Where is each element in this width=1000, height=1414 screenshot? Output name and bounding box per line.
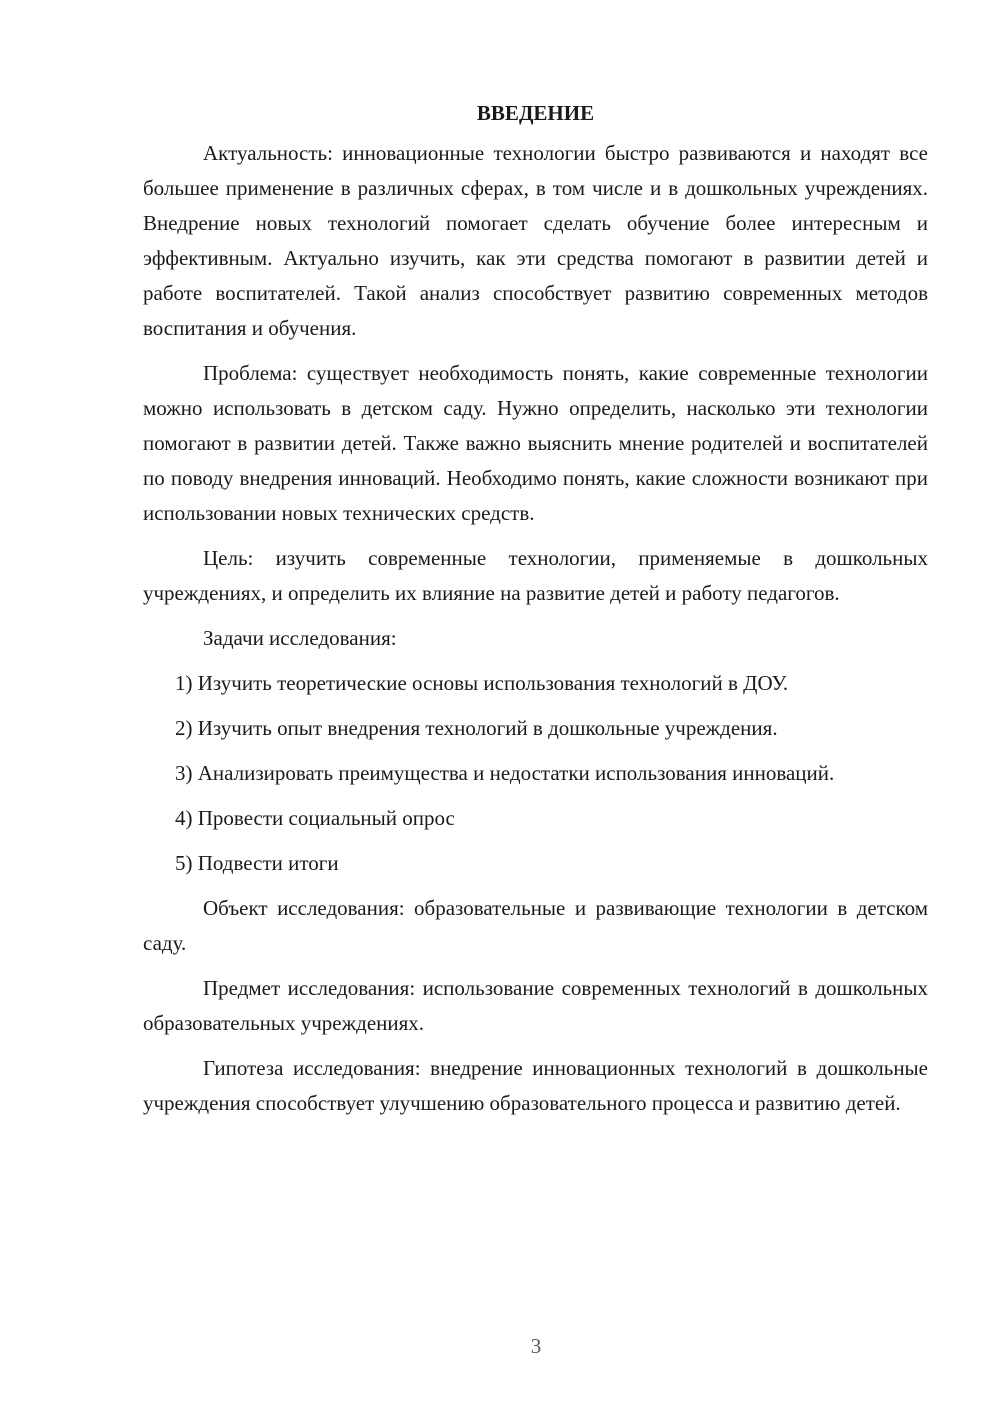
task-item: 5) Подвести итоги <box>175 851 339 875</box>
tasks-title: Задачи исследования: <box>203 626 397 650</box>
problem-paragraph: Проблема: существует необходимость понять, какие современные технологии можно использовать в детском саду. Нужно определить, насколько эти технологии помогают в развитии детей. Также важно выяснить мнение родителей и воспитателей по поводу внедрения инноваций. Необходимо понять, какие сложности возникают при использовании новых технических средств. <box>143 361 928 525</box>
section-heading: ВВЕДЕНИЕ <box>476 101 595 125</box>
object-paragraph: Объект исследования: образовательные и развивающие технологии в детском саду. <box>143 896 928 955</box>
task-item: 4) Провести социальный опрос <box>175 806 455 830</box>
task-item: 2) Изучить опыт внедрения технологий в дошкольные учреждения. <box>175 716 778 740</box>
document-page <box>143 96 928 1121</box>
page-number: 3 <box>530 1334 542 1358</box>
subject-paragraph: Предмет исследования: использование современных технологий в дошкольных образовательных учреждениях. <box>143 976 928 1035</box>
hypothesis-paragraph: Гипотеза исследования: внедрение инновационных технологий в дошкольные учреждения способствует улучшению образовательного процесса и развитию детей. <box>143 1056 928 1115</box>
goal-paragraph: Цель: изучить современные технологии, применяемые в дошкольных учреждениях, и определить их влияние на развитие детей и работу педагогов. <box>143 546 928 605</box>
relevance-paragraph: Актуальность: инновационные технологии быстро развиваются и находят все большее применение в различных сферах, в том числе и в дошкольных учреждениях. Внедрение новых технологий помогает сделать обучение более интересным и эффективным. Актуально изучить, как эти средства помогают в развитии детей и работе воспитателей. Такой анализ способствует развитию современных методов воспитания и обучения. <box>143 141 928 340</box>
task-item: 3) Анализировать преимущества и недостатки использования инноваций. <box>175 761 835 785</box>
task-item: 1) Изучить теоретические основы использования технологий в ДОУ. <box>175 671 789 695</box>
